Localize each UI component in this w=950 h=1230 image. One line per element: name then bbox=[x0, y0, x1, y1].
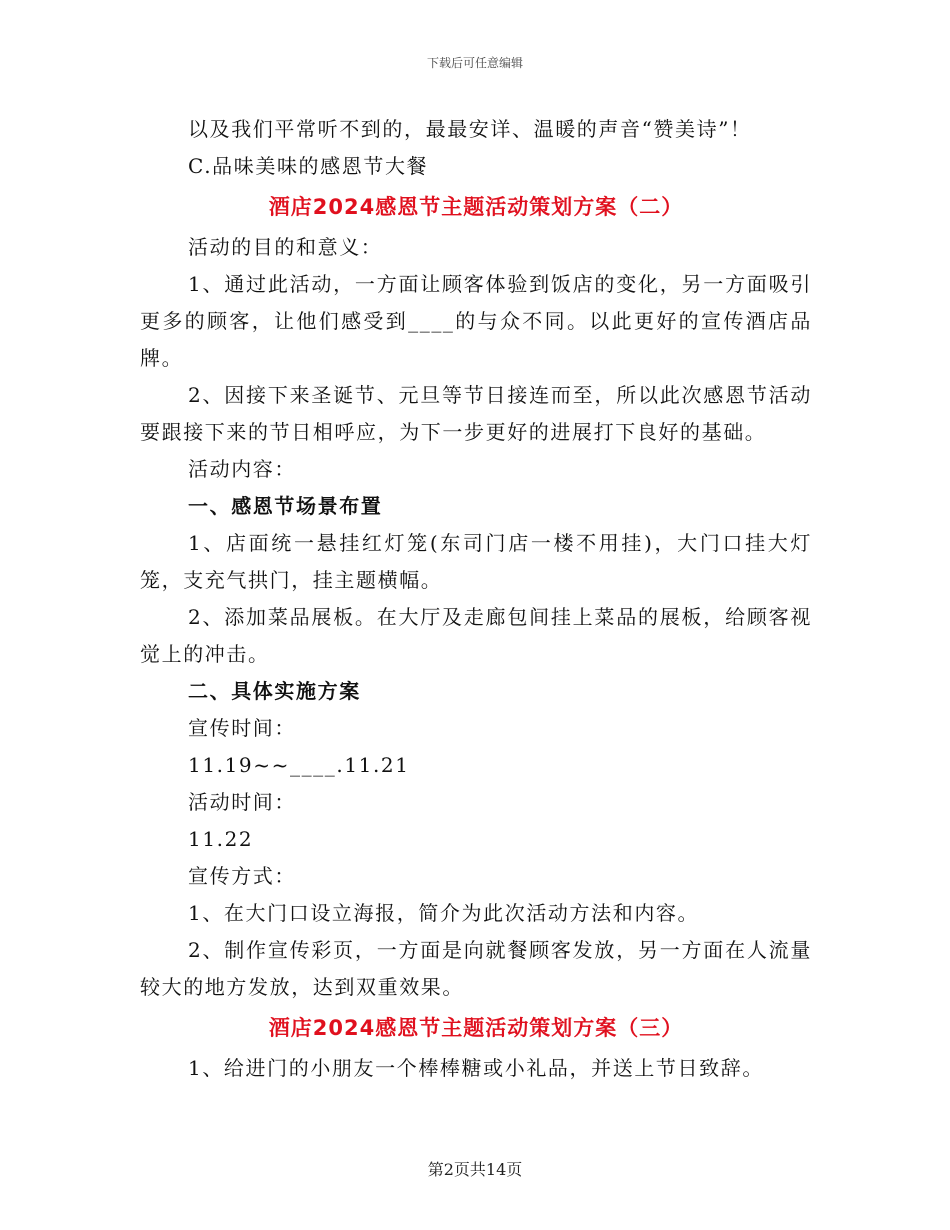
paragraph: 2、制作宣传彩页，一方面是向就餐顾客发放，另一方面在人流量较大的地方发放，达到双重效果。 bbox=[140, 938, 812, 999]
paragraph-line: 以及我们平常听不到的，最最安详、温暖的声音“赞美诗”！ bbox=[188, 117, 752, 141]
paragraph: 2、添加菜品展板。在大厅及走廊包间挂上菜品的展板，给顾客视觉上的冲击。 bbox=[140, 605, 812, 666]
subheading: 二、具体实施方案 bbox=[188, 679, 361, 703]
paragraph: 1、店面统一悬挂红灯笼(东司门店一楼不用挂)，大门口挂大灯笼，支充气拱门，挂主题横幅。 bbox=[140, 531, 812, 592]
paragraph-line: 11.22 bbox=[188, 827, 254, 851]
section-heading: 酒店2024感恩节主题活动策划方案（二） bbox=[268, 195, 684, 219]
page-header: 下载后可任意编辑 bbox=[426, 56, 523, 70]
paragraph-line: 1、给进门的小朋友一个棒棒糖或小礼品，并送上节日致辞。 bbox=[188, 1056, 764, 1080]
paragraph-line: 1、在大门口设立海报，简介为此次活动方法和内容。 bbox=[188, 901, 700, 925]
section-heading: 酒店2024感恩节主题活动策划方案（三） bbox=[268, 1016, 684, 1040]
paragraph-line: 宣传时间： bbox=[188, 716, 296, 740]
paragraph: 1、通过此活动，一方面让顾客体验到饭店的变化，另一方面吸引更多的顾客，让他们感受到____的与众不同。以此更好的宣传酒店品牌。 bbox=[140, 272, 812, 370]
paragraph: 2、因接下来圣诞节、元旦等节日接连而至，所以此次感恩节活动要跟接下来的节日相呼应，为下一步更好的进展打下良好的基础。 bbox=[140, 383, 812, 444]
paragraph-line: 活动的目的和意义： bbox=[188, 235, 383, 259]
paragraph-line: 活动内容： bbox=[188, 457, 296, 481]
page-footer: 第2页共14页 bbox=[427, 1160, 523, 1179]
paragraph-line: C.品味美味的感恩节大餐 bbox=[188, 154, 429, 178]
paragraph-line: 活动时间： bbox=[188, 790, 296, 814]
document-body bbox=[140, 111, 812, 1087]
paragraph-line: 11.19~~____.11.21 bbox=[188, 753, 410, 777]
paragraph-line: 宣传方式： bbox=[188, 864, 296, 888]
subheading: 一、感恩节场景布置 bbox=[188, 494, 383, 518]
